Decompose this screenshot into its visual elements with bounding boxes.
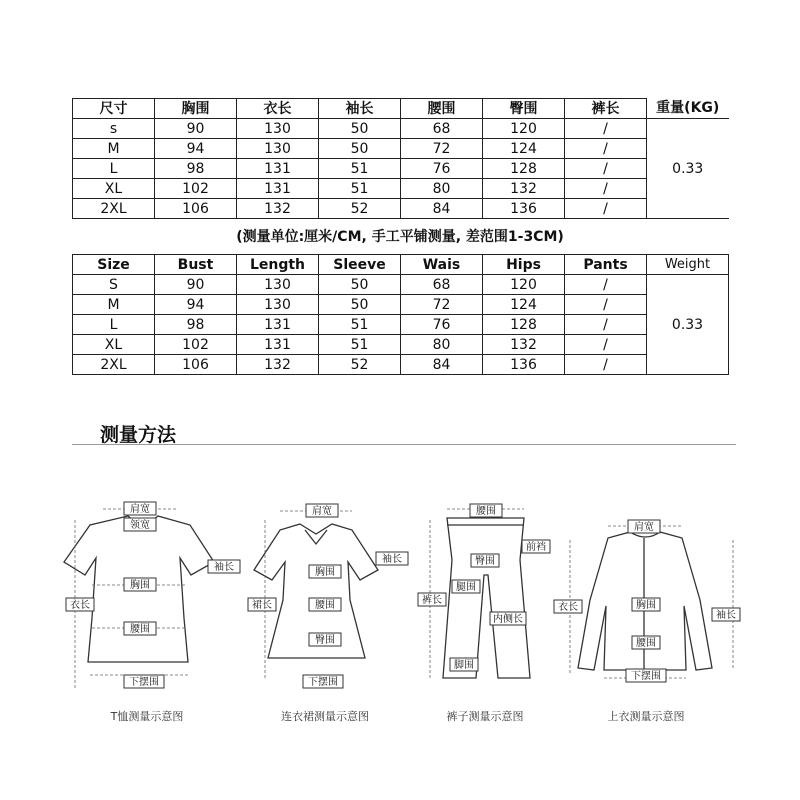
svg-text:肩宽: 肩宽 (130, 504, 150, 515)
svg-text:袖长: 袖长 (382, 554, 402, 565)
table-cell: 131 (237, 159, 319, 179)
label-pants-front-rise (522, 540, 550, 553)
svg-text:下摆围: 下摆围 (631, 671, 661, 682)
table-cell: 52 (319, 199, 401, 219)
svg-text:裙长: 裙长 (252, 600, 272, 611)
table-cell: 94 (155, 139, 237, 159)
label-pants-hips (471, 554, 499, 567)
table-cell: 51 (319, 179, 401, 199)
table-cell: 102 (155, 335, 237, 355)
table-cell: 76 (401, 315, 483, 335)
size-cell: 2XL (73, 199, 155, 219)
section-title: 测量方法 (100, 424, 177, 446)
svg-text:前裆: 前裆 (526, 542, 546, 553)
svg-text:腰围: 腰围 (636, 638, 656, 649)
label-dress-bust (309, 565, 341, 578)
svg-text:下摆围: 下摆围 (129, 677, 159, 688)
svg-text:衣长: 衣长 (558, 602, 578, 613)
table-cell: 130 (237, 139, 319, 159)
weight-header: 重量(KG) (647, 99, 729, 119)
svg-text:下摆围: 下摆围 (308, 677, 338, 688)
size-cell: L (73, 159, 155, 179)
svg-text:脚围: 脚围 (454, 660, 474, 671)
measurement-diagrams (0, 480, 800, 710)
label-pants-thigh (452, 580, 480, 593)
table-row (73, 139, 729, 159)
table-cell: 136 (483, 199, 565, 219)
table-row (73, 159, 729, 179)
header-cell: Hips (483, 255, 565, 275)
table-cell: 130 (237, 119, 319, 139)
header-cell: 裤长 (565, 99, 647, 119)
table-cell: / (565, 295, 647, 315)
table-cell: 98 (155, 315, 237, 335)
label-tshirt-waist (124, 622, 156, 635)
table-row (73, 355, 729, 375)
table-cell: 132 (483, 179, 565, 199)
weight-value: 0.33 (647, 119, 729, 219)
table-row (73, 179, 729, 199)
label-pants-length (418, 593, 446, 606)
label-tshirt-bust (124, 578, 156, 591)
svg-text:胸围: 胸围 (315, 567, 335, 578)
header-cell: Pants (565, 255, 647, 275)
caption-tshirt: T恤测量示意图 (110, 710, 184, 723)
section-divider (72, 444, 736, 445)
table-header-row (73, 99, 729, 119)
table-cell: 50 (319, 139, 401, 159)
label-jacket-waist (632, 636, 660, 649)
svg-text:臀围: 臀围 (475, 556, 495, 567)
header-cell: 尺寸 (73, 99, 155, 119)
label-tshirt-hem (124, 675, 164, 688)
header-cell: 腰围 (401, 99, 483, 119)
table-cell: 130 (237, 295, 319, 315)
table-cell: / (565, 275, 647, 295)
size-cell: L (73, 315, 155, 335)
table-row (73, 315, 729, 335)
table-cell: / (565, 315, 647, 335)
table-cell: 68 (401, 275, 483, 295)
table-cell: 136 (483, 355, 565, 375)
svg-text:腰围: 腰围 (130, 624, 150, 635)
table-cell: 90 (155, 119, 237, 139)
svg-text:腰围: 腰围 (315, 600, 335, 611)
header-cell: Bust (155, 255, 237, 275)
table-cell: 51 (319, 335, 401, 355)
table-cell: / (565, 199, 647, 219)
table-cell: 106 (155, 199, 237, 219)
table-cell: 120 (483, 119, 565, 139)
table-cell: 128 (483, 159, 565, 179)
svg-text:胸围: 胸围 (636, 600, 656, 611)
size-cell: 2XL (73, 355, 155, 375)
svg-text:袖长: 袖长 (214, 562, 234, 573)
label-dress-hips (309, 633, 341, 646)
label-jacket-bust (632, 598, 660, 611)
table-cell: / (565, 159, 647, 179)
header-cell: 袖长 (319, 99, 401, 119)
size-cell: s (73, 119, 155, 139)
table-cell: 84 (401, 355, 483, 375)
table-cell: 50 (319, 295, 401, 315)
table-cell: 131 (237, 335, 319, 355)
table-cell: 80 (401, 179, 483, 199)
table-row (73, 199, 729, 219)
svg-text:肩宽: 肩宽 (312, 506, 332, 517)
svg-text:衣长: 衣长 (70, 600, 90, 611)
table-cell: 132 (237, 199, 319, 219)
label-dress-hem (303, 675, 343, 688)
table-cell: 132 (237, 355, 319, 375)
table-cell: 124 (483, 295, 565, 315)
table-cell: 76 (401, 159, 483, 179)
weight-header: Weight (647, 255, 729, 275)
table-cell: 124 (483, 139, 565, 159)
table-cell: 80 (401, 335, 483, 355)
header-cell: Size (73, 255, 155, 275)
label-dress-shoulder (306, 504, 338, 517)
label-tshirt-length (66, 598, 94, 611)
table-cell: 51 (319, 315, 401, 335)
table-cell: 50 (319, 275, 401, 295)
table-cell: 72 (401, 139, 483, 159)
svg-text:肩宽: 肩宽 (634, 522, 654, 533)
table-cell: 52 (319, 355, 401, 375)
label-pants-waist (470, 504, 502, 517)
size-cell: M (73, 295, 155, 315)
label-tshirt-shoulder (124, 502, 156, 515)
label-tshirt-sleeve (208, 560, 240, 573)
measurement-note: (测量单位:厘米/CM, 手工平铺测量, 差范围1-3CM) (236, 229, 564, 245)
label-jacket-length (554, 600, 582, 613)
caption-dress: 连衣裙测量示意图 (281, 710, 369, 723)
table-header-row (73, 255, 729, 275)
svg-text:臀围: 臀围 (315, 635, 335, 646)
header-cell: 臀围 (483, 99, 565, 119)
table-cell: 131 (237, 315, 319, 335)
weight-value: 0.33 (647, 275, 729, 375)
table-cell: / (565, 119, 647, 139)
table-cell: 84 (401, 199, 483, 219)
header-cell: 胸围 (155, 99, 237, 119)
label-jacket-hem (626, 669, 666, 682)
svg-text:腰围: 腰围 (476, 506, 496, 517)
table-cell: 68 (401, 119, 483, 139)
table-cell: 94 (155, 295, 237, 315)
table-cell: 128 (483, 315, 565, 335)
table-cell: 120 (483, 275, 565, 295)
svg-text:腿围: 腿围 (456, 582, 476, 593)
table-row (73, 335, 729, 355)
table-row (73, 119, 729, 139)
table-cell: 130 (237, 275, 319, 295)
caption-jacket: 上衣测量示意图 (607, 710, 685, 723)
header-cell: Wais (401, 255, 483, 275)
table-cell: 72 (401, 295, 483, 315)
label-tshirt-collar (124, 518, 156, 531)
svg-text:领宽: 领宽 (130, 520, 150, 531)
label-pants-inseam (490, 612, 526, 625)
table-cell: / (565, 355, 647, 375)
svg-text:胸围: 胸围 (130, 580, 150, 591)
header-cell: Length (237, 255, 319, 275)
size-cell: XL (73, 335, 155, 355)
table-cell: 132 (483, 335, 565, 355)
table-cell: 106 (155, 355, 237, 375)
size-cell: S (73, 275, 155, 295)
svg-text:裤长: 裤长 (422, 595, 442, 606)
size-table-en (72, 254, 729, 375)
header-cell: 衣长 (237, 99, 319, 119)
svg-text:袖长: 袖长 (716, 610, 736, 621)
label-dress-length (248, 598, 276, 611)
label-jacket-sleeve (712, 608, 740, 621)
header-cell: Sleeve (319, 255, 401, 275)
label-jacket-shoulder (628, 520, 660, 533)
table-cell: 50 (319, 119, 401, 139)
svg-text:内侧长: 内侧长 (493, 614, 523, 625)
table-cell: 131 (237, 179, 319, 199)
table-cell: / (565, 179, 647, 199)
label-dress-waist (309, 598, 341, 611)
size-cell: M (73, 139, 155, 159)
table-row (73, 295, 729, 315)
size-table-cn (72, 98, 729, 219)
caption-pants: 裤子测量示意图 (446, 710, 524, 723)
pants-outline (443, 518, 530, 678)
table-cell: 98 (155, 159, 237, 179)
table-cell: / (565, 139, 647, 159)
label-pants-leg-opening (450, 658, 478, 671)
label-dress-sleeve (376, 552, 408, 565)
table-cell: 102 (155, 179, 237, 199)
table-row (73, 275, 729, 295)
table-cell: 90 (155, 275, 237, 295)
table-cell: 51 (319, 159, 401, 179)
size-cell: XL (73, 179, 155, 199)
table-cell: / (565, 335, 647, 355)
